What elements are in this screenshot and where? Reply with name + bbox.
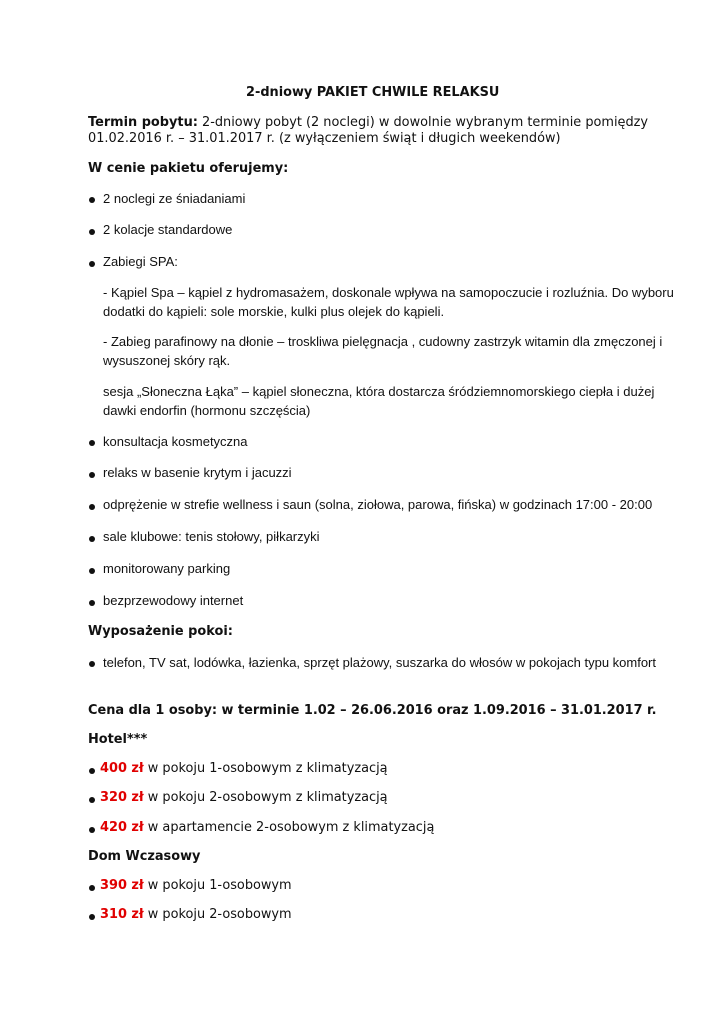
- price-value: 420 zł: [100, 820, 144, 835]
- document-title: 2-dniowy PAKIET CHWILE RELAKSU: [246, 85, 500, 100]
- bullet-icon: [89, 504, 95, 510]
- price-line: [100, 790, 388, 805]
- list-item: 2 kolacje standardowe: [103, 222, 233, 237]
- bullet-icon: [89, 568, 95, 574]
- hotel-heading: Hotel***: [88, 732, 148, 747]
- spa-sesja-line-2: dawki endorfin (hormonu szczęścia): [103, 403, 311, 418]
- spa-sesja-line-1: sesja „Słoneczna Łąka” – kąpiel słoneczna, która dostarcza śródziemnomorskiego ciepła i dużej: [103, 384, 655, 399]
- spa-parafina-line-1: - Zabieg parafinowy na dłonie – troskliwa pielęgnacja , cudowny zastrzyk witamin dla zmęczonej i: [103, 334, 663, 349]
- bullet-icon: [89, 827, 95, 833]
- price-desc: w pokoju 2-osobowym z klimatyzacją: [143, 790, 388, 805]
- list-item: relaks w basenie krytym i jacuzzi: [103, 465, 292, 480]
- list-item: 2 noclegi ze śniadaniami: [103, 191, 246, 206]
- bullet-icon: [89, 472, 95, 478]
- bullet-icon: [89, 229, 95, 235]
- termin-label: Termin pobytu:: [88, 115, 198, 130]
- list-item: monitorowany parking: [103, 561, 231, 576]
- dom-heading: Dom Wczasowy: [88, 849, 201, 864]
- termin-line-2: 01.02.2016 r. – 31.01.2017 r. (z wyłączeniem świąt i długich weekendów): [88, 131, 561, 146]
- bullet-icon: [89, 261, 95, 267]
- termin-text-1: 2-dniowy pobyt (2 noclegi) w dowolnie wybranym terminie pomiędzy: [197, 115, 649, 130]
- price-line: [100, 820, 434, 835]
- bullet-icon: [89, 768, 95, 774]
- price-desc: w apartamencie 2-osobowym z klimatyzacją: [143, 820, 435, 835]
- price-line: [100, 761, 388, 776]
- spa-kapiel-line-2: dodatki do kąpieli: sole morskie, kulki plus olejek do kąpieli.: [103, 304, 445, 319]
- list-item: bezprzewodowy internet: [103, 593, 244, 608]
- bullet-icon: [89, 914, 95, 920]
- list-item: Zabiegi SPA:: [103, 254, 178, 269]
- price-line: [100, 907, 292, 922]
- bullet-icon: [89, 885, 95, 891]
- spa-parafina-line-2: wysuszonej skóry rąk.: [103, 353, 231, 368]
- price-value: 400 zł: [100, 761, 144, 776]
- bullet-icon: [89, 661, 95, 667]
- list-item: sale klubowe: tenis stołowy, piłkarzyki: [103, 529, 320, 544]
- price-value: 310 zł: [100, 907, 144, 922]
- price-value: 320 zł: [100, 790, 144, 805]
- termin-line-1: [88, 115, 648, 130]
- price-desc: w pokoju 1-osobowym z klimatyzacją: [143, 761, 388, 776]
- cena-heading: Cena dla 1 osoby: w terminie 1.02 – 26.06.2016 oraz 1.09.2016 – 31.01.2017 r.: [88, 703, 657, 718]
- bullet-icon: [89, 440, 95, 446]
- bullet-icon: [89, 197, 95, 203]
- spa-kapiel-line-1: - Kąpiel Spa – kąpiel z hydromasażem, doskonale wpływa na samopoczucie i rozluźnia. Do wyboru: [103, 285, 674, 300]
- list-item: konsultacja kosmetyczna: [103, 434, 248, 449]
- bullet-icon: [89, 536, 95, 542]
- bullet-icon: [89, 600, 95, 606]
- list-item: telefon, TV sat, lodówka, łazienka, sprzęt plażowy, suszarka do włosów w pokojach typu komfort: [103, 655, 657, 670]
- price-desc: w pokoju 1-osobowym: [143, 878, 292, 893]
- price-line: [100, 878, 292, 893]
- price-desc: w pokoju 2-osobowym: [143, 907, 292, 922]
- price-value: 390 zł: [100, 878, 144, 893]
- wyposazenie-heading: Wyposażenie pokoi:: [88, 624, 233, 639]
- list-item: odprężenie w strefie wellness i saun (solna, ziołowa, parowa, fińska) w godzinach 17:00 - 20:00: [103, 497, 653, 512]
- bullet-icon: [89, 797, 95, 803]
- oferta-heading: W cenie pakietu oferujemy:: [88, 161, 289, 176]
